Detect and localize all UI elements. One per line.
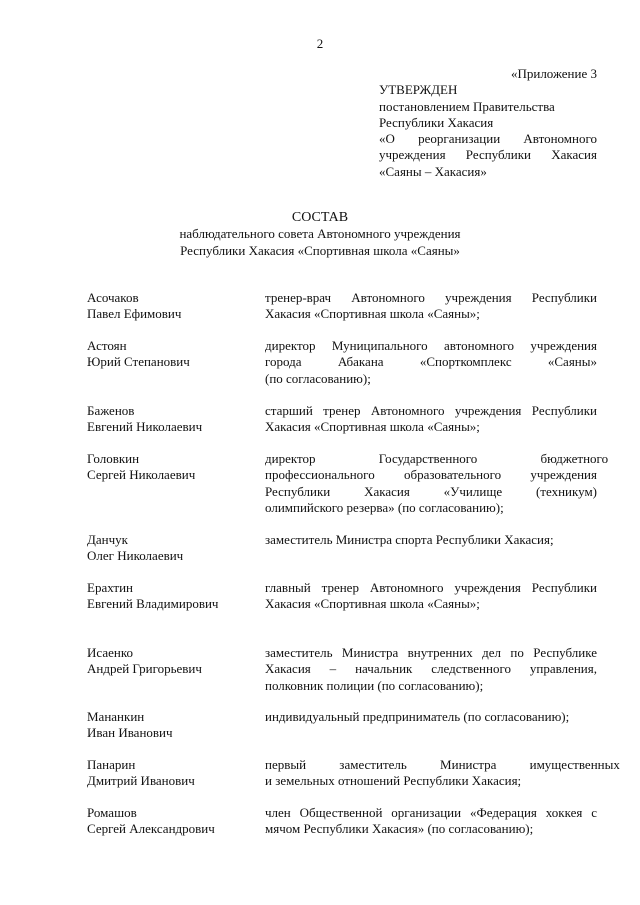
member-name [87, 757, 257, 790]
approval-line-5: «Саяны – Хакасия» [379, 163, 487, 179]
member-position [265, 451, 609, 516]
position-line: Республики Хакасия «Училище (техникум) [265, 483, 597, 499]
position-line: Хакасия «Спортивная школа «Саяны»; [265, 419, 480, 435]
member-given-name: Сергей Александрович [87, 821, 215, 837]
position-line: олимпийского резерва» (по согласованию); [265, 499, 504, 515]
position-line: мячом Республики Хакасия» (по согласованию); [265, 821, 534, 837]
member-name [87, 805, 257, 838]
position-line: индивидуальный предприниматель (по согласованию); [265, 709, 570, 724]
member-surname: Астоян [87, 338, 127, 353]
member-surname: Ерахтин [87, 580, 133, 595]
member-given-name: Павел Ефимович [87, 306, 182, 322]
member-name [87, 403, 257, 436]
position-line: и земельных отношений Республики Хакасия; [265, 773, 522, 789]
page-number: 2 [316, 36, 324, 51]
member-position [265, 338, 597, 387]
member-name [87, 709, 257, 742]
position-line: города Абакана «Спорткомплекс «Саяны» [265, 354, 597, 370]
member-given-name: Андрей Григорьевич [87, 661, 202, 677]
position-line: директор Государственного бюджетного [265, 451, 609, 466]
title-line-2: Республики Хакасия «Спортивная школа «Саяны» [180, 242, 460, 258]
approval-line-2: Республики Хакасия [379, 114, 494, 130]
position-line: тренер-врач Автономного учреждения Республики [265, 290, 597, 305]
position-line: член Общественной организации «Федерация хоккея с [265, 805, 597, 820]
member-name [87, 580, 257, 613]
member-surname: Асочаков [87, 290, 139, 305]
member-surname: Ромашов [87, 805, 137, 820]
approval-line-4: учреждения Республики Хакасия [379, 147, 597, 163]
position-line: профессионального образовательного учреждения [265, 467, 597, 483]
position-line: старший тренер Автономного учреждения Республики [265, 403, 597, 418]
member-given-name: Евгений Николаевич [87, 419, 203, 435]
member-surname: Исаенко [87, 645, 133, 660]
title-main: СОСТАВ [291, 210, 349, 225]
member-surname: Головкин [87, 451, 140, 466]
member-surname: Панарин [87, 757, 136, 772]
member-position [265, 580, 597, 613]
member-name [87, 290, 257, 323]
member-position [265, 805, 597, 838]
approved-heading: УТВЕРЖДЕН [379, 82, 458, 98]
document-title [0, 209, 640, 259]
member-given-name: Иван Иванович [87, 725, 173, 741]
member-given-name: Сергей Николаевич [87, 467, 196, 483]
position-line: полковник полиции (по согласованию); [265, 677, 484, 693]
member-surname: Данчук [87, 532, 128, 547]
position-line: заместитель Министра внутренних дел по Республике [265, 645, 597, 660]
position-line: первый заместитель Министра имущественных [265, 757, 620, 772]
member-position [265, 645, 597, 694]
approval-block [379, 66, 597, 180]
member-position [265, 709, 597, 725]
member-position [265, 532, 597, 548]
member-position [265, 290, 597, 323]
position-line: Хакасия – начальник следственного управления, [265, 661, 597, 677]
member-name [87, 645, 257, 678]
approval-line-3: «О реорганизации Автономного [379, 131, 597, 147]
position-line: директор Муниципального автономного учреждения [265, 338, 597, 353]
title-line-1: наблюдательного совета Автономного учреждения [179, 226, 461, 241]
member-given-name: Дмитрий Иванович [87, 773, 195, 789]
member-given-name: Евгений Владимирович [87, 596, 219, 612]
position-line: Хакасия «Спортивная школа «Саяны»; [265, 596, 480, 612]
member-surname: Мананкин [87, 709, 145, 724]
position-line: Хакасия «Спортивная школа «Саяны»; [265, 306, 480, 322]
position-line: (по согласованию); [265, 370, 371, 386]
member-name [87, 451, 257, 484]
position-line: главный тренер Автономного учреждения Республики [265, 580, 597, 595]
member-surname: Баженов [87, 403, 135, 418]
member-given-name: Олег Николаевич [87, 548, 184, 564]
appendix-label: «Приложение 3 [510, 66, 597, 81]
member-position [265, 403, 597, 436]
member-position [265, 757, 620, 790]
position-line: заместитель Министра спорта Республики Хакасия; [265, 532, 554, 547]
member-name [87, 338, 257, 371]
member-given-name: Юрий Степанович [87, 354, 190, 370]
approval-line-1: постановлением Правительства [379, 98, 555, 114]
member-name [87, 532, 257, 565]
